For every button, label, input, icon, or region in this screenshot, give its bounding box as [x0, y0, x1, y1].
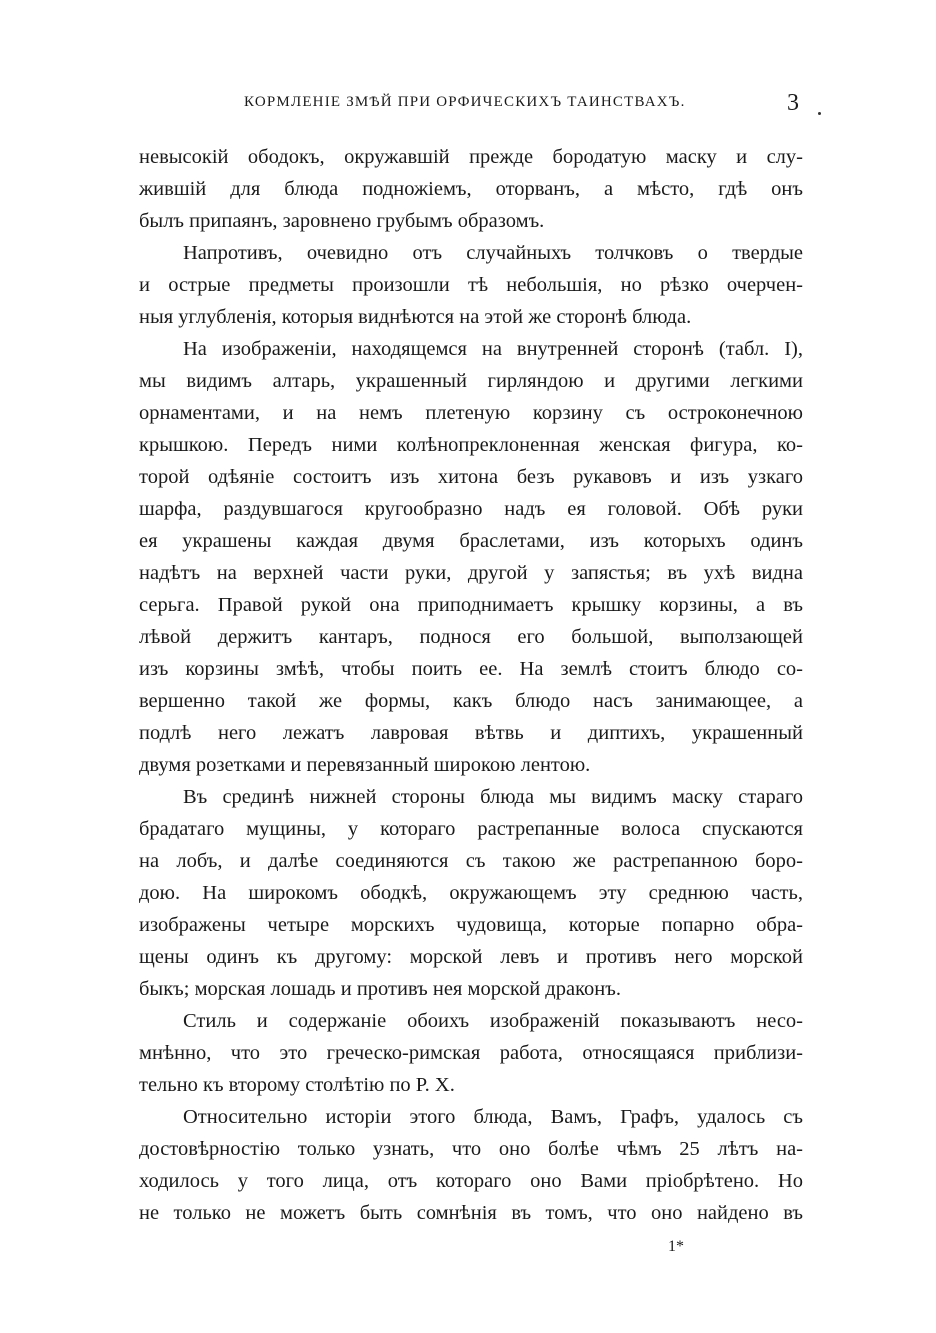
paragraph — [139, 333, 803, 781]
text-line: ходилось у того лица, отъ котораго оно Вами прiобрѣтено. Но — [139, 1170, 803, 1192]
text-line: былъ припаянъ, заровнено грубымъ образомъ. — [139, 210, 545, 232]
paragraph — [139, 141, 803, 237]
text-line: ныя углубленiя, которыя виднѣются на этой же сторонѣ блюда. — [139, 306, 692, 328]
signature-mark: 1* — [668, 1238, 684, 1255]
body-text — [139, 141, 803, 1229]
text-line: На изображенiи, находящемся на внутренней сторонѣ (табл. I), — [183, 338, 803, 360]
text-line: не только не можетъ быть сомнѣнiя въ томъ, что оно найдено въ — [139, 1202, 803, 1224]
text-line: невысокiй ободокъ, окружавшiй прежде бородатую маску и слу- — [139, 146, 803, 168]
running-title: КОРМЛЕНIЕ ЗМѢЙ ПРИ ОРФИЧЕСКИХЪ ТАИНСТВАХЪ. — [244, 94, 686, 110]
text-line: изъ корзины змѣѣ, чтобы поить ее. На землѣ стоитъ блюдо со- — [139, 658, 803, 680]
text-line: дою. На широкомъ ободкѣ, окружающемъ эту среднюю часть, — [139, 882, 803, 904]
text-line: на лобъ, и далѣе соединяются съ такою же растрепанною боро- — [139, 850, 803, 872]
paragraph — [139, 1101, 803, 1229]
text-line: щены одинъ къ другому: морской левъ и противъ него морской — [139, 946, 803, 968]
text-line: крышкою. Передъ ними колѣнопреклоненная женская фигура, ко- — [139, 434, 803, 456]
text-line: торой одѣянiе состоитъ изъ хитона безъ рукавовъ и изъ узкаго — [139, 466, 803, 488]
text-line: достовѣрностiю только узнать, что оно болѣе чѣмъ 25 лѣтъ на- — [139, 1138, 803, 1160]
text-line: и острые предметы произошли тѣ небольшiя, но рѣзко очерчен- — [139, 274, 803, 296]
text-line: надѣтъ на верхней части руки, другой у запястья; въ ухѣ видна — [139, 562, 803, 584]
text-line: жившiй для блюда подножiемъ, оторванъ, а мѣсто, гдѣ онъ — [139, 178, 803, 200]
text-line: ея украшены каждая двумя браслетами, изъ которыхъ одинъ — [139, 530, 803, 552]
paragraph — [139, 1005, 803, 1101]
paragraph — [139, 237, 803, 333]
text-line: Относительно исторiи этого блюда, Вамъ, Графъ, удалось съ — [183, 1106, 803, 1128]
page-number: 3 — [787, 90, 799, 116]
text-line: шарфа, раздувшагося кругообразно надъ ея головой. Обѣ руки — [139, 498, 803, 520]
text-line: вершенно такой же формы, какъ блюдо насъ занимающее, а — [139, 690, 803, 712]
text-line: серьга. Правой рукой она приподнимаетъ крышку корзины, а въ — [139, 594, 803, 616]
text-line: быкъ; морская лошадь и противъ нея морской драконъ. — [139, 978, 621, 1000]
text-line: изображены четыре морскихъ чудовища, которые попарно обра- — [139, 914, 803, 936]
text-line: Напротивъ, очевидно отъ случайныхъ толчковъ о твердые — [183, 242, 803, 264]
text-line: подлѣ него лежатъ лавровая вѣтвь и диптихъ, украшенный — [139, 722, 803, 744]
text-line: Въ срединѣ нижней стороны блюда мы видимъ маску стараго — [183, 786, 803, 808]
text-line: лѣвой держитъ кантаръ, поднося его большой, выползающей — [139, 626, 803, 648]
text-line: тельно къ второму столѣтiю по Р. Х. — [139, 1074, 455, 1096]
running-head — [139, 92, 803, 118]
text-line: Стиль и содержанiе обоихъ изображенiй показываютъ несо- — [183, 1010, 803, 1032]
print-speck — [818, 112, 821, 115]
text-line: брадатаго мущины, у котораго растрепанные волоса спускаются — [139, 818, 803, 840]
text-line: двумя розетками и перевязанный широкою лентою. — [139, 754, 591, 776]
text-line: орнаментами, и на немъ плетеную корзину съ остроконечною — [139, 402, 803, 424]
text-line: мнѣнно, что это греческо-римская работа, относящаяся приблизи- — [139, 1042, 803, 1064]
text-line: мы видимъ алтарь, украшенный гирляндою и другими легкими — [139, 370, 803, 392]
paragraph — [139, 781, 803, 1005]
